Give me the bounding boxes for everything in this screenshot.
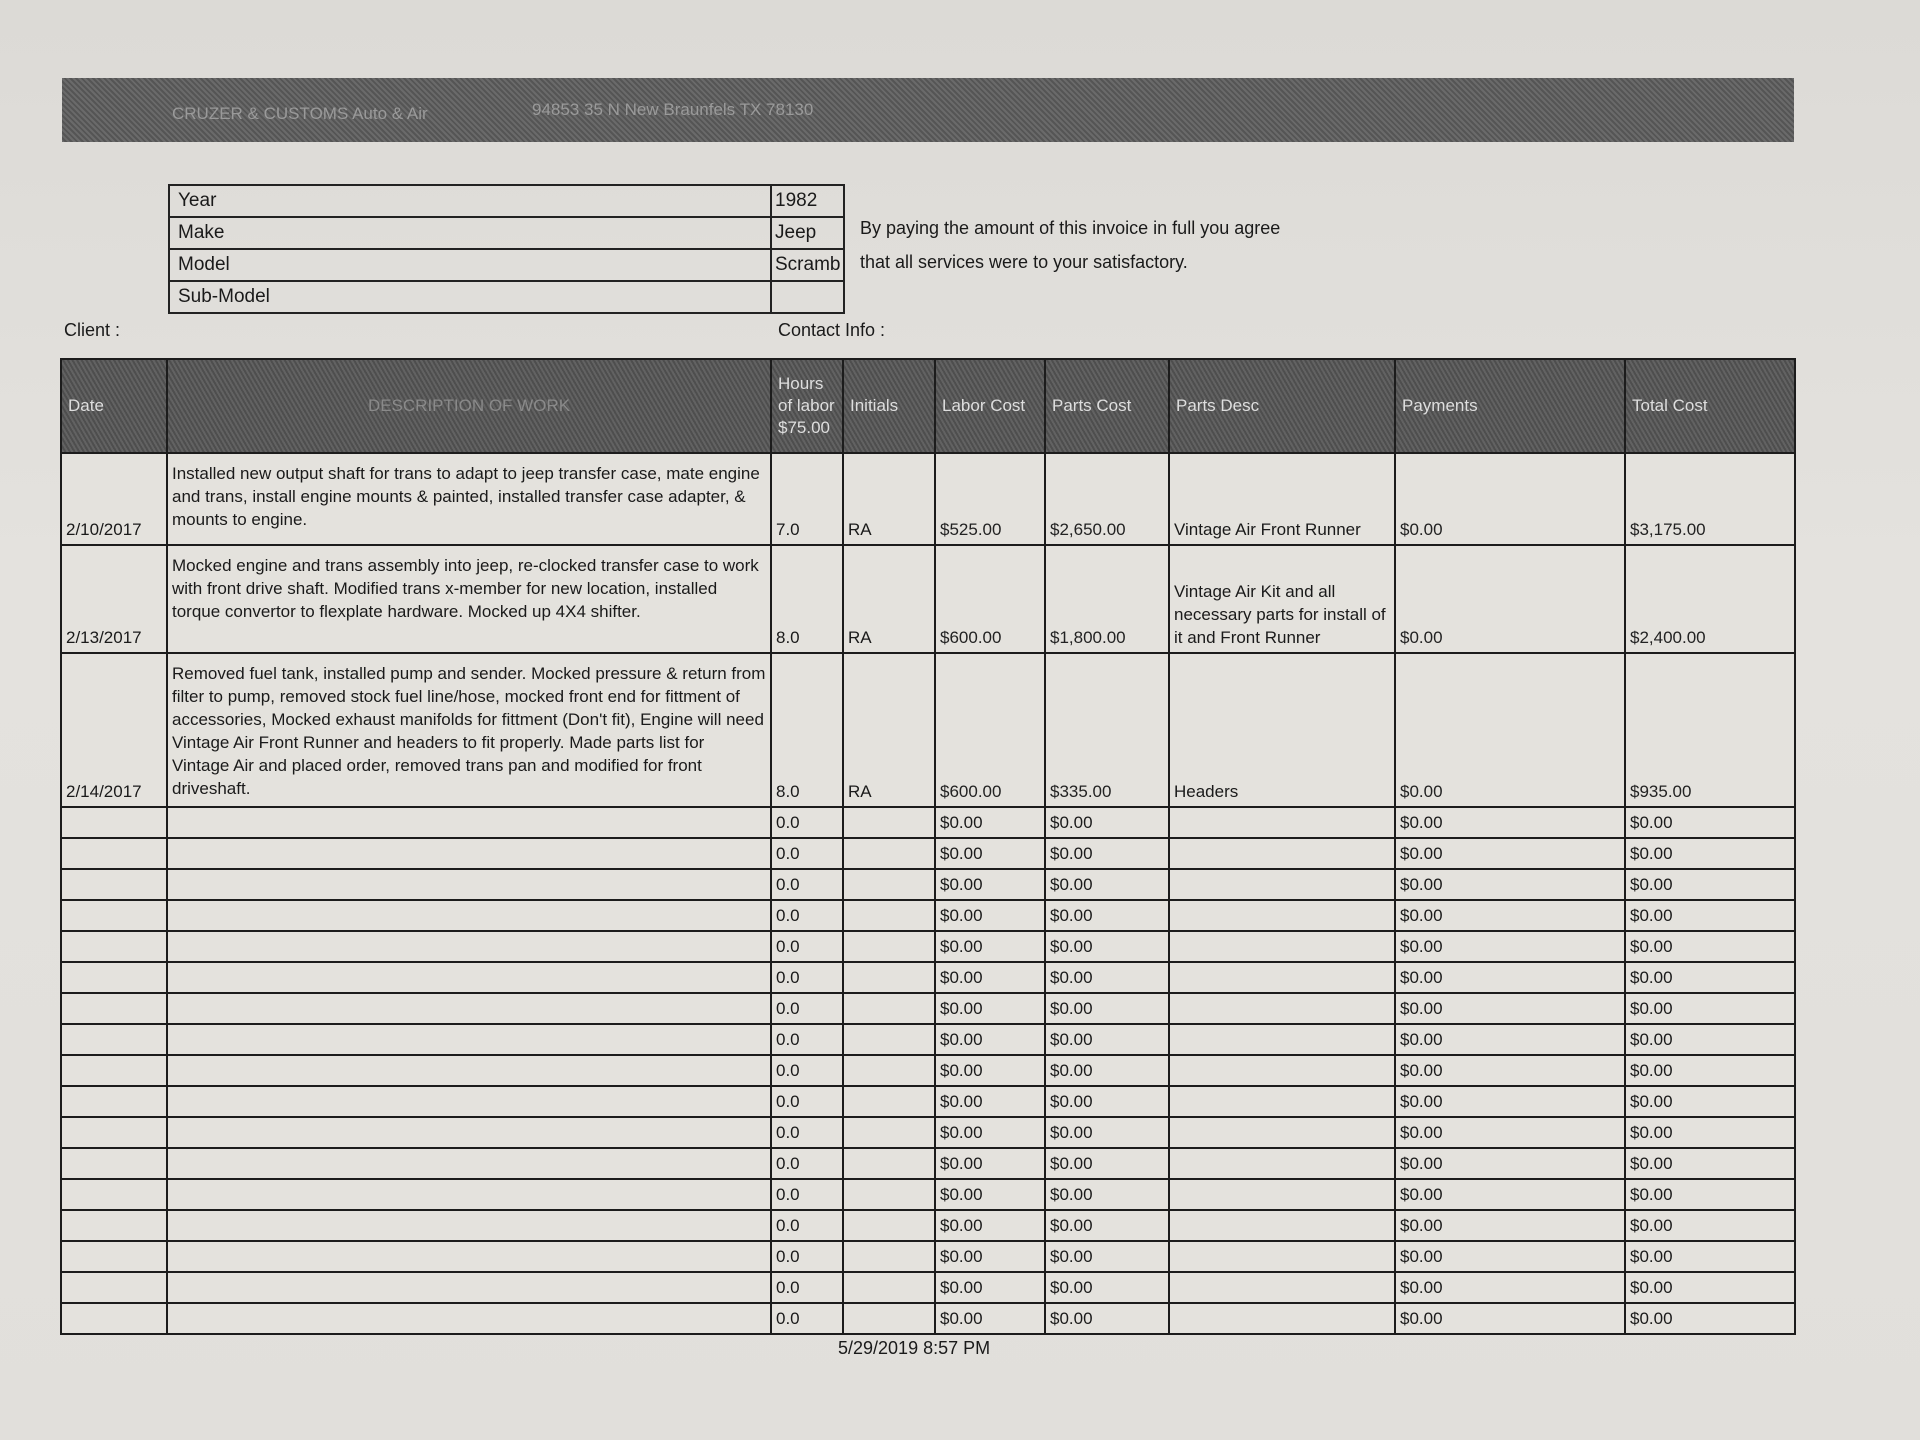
payments-cell: $0.00 bbox=[1395, 1055, 1625, 1086]
parts-desc-cell: Vintage Air Kit and all necessary parts for install of it and Front Runner bbox=[1169, 545, 1395, 653]
parts-desc-cell bbox=[1169, 1086, 1395, 1117]
vehicle-info-table bbox=[168, 184, 845, 314]
shop-name: CRUZER & CUSTOMS Auto & Air bbox=[172, 104, 428, 123]
description-cell bbox=[167, 1210, 771, 1241]
total-cost-cell: $0.00 bbox=[1625, 1086, 1795, 1117]
description-cell bbox=[167, 993, 771, 1024]
parts-cost-cell: $0.00 bbox=[1045, 1117, 1169, 1148]
parts-cost-cell: $0.00 bbox=[1045, 1241, 1169, 1272]
parts-desc-cell bbox=[1169, 1179, 1395, 1210]
hours-cell: 0.0 bbox=[771, 1272, 843, 1303]
date-cell bbox=[61, 838, 167, 869]
total-cost-cell: $0.00 bbox=[1625, 1148, 1795, 1179]
initials-cell bbox=[843, 1210, 935, 1241]
description-cell bbox=[167, 869, 771, 900]
header-row bbox=[61, 359, 1795, 453]
parts-cost-cell: $0.00 bbox=[1045, 1148, 1169, 1179]
vehicle-value: Scramb bbox=[771, 249, 844, 281]
date-cell bbox=[61, 993, 167, 1024]
parts-cost-cell: $335.00 bbox=[1045, 653, 1169, 807]
table-row bbox=[61, 1024, 1795, 1055]
initials-cell bbox=[843, 993, 935, 1024]
parts-cost-cell: $0.00 bbox=[1045, 1055, 1169, 1086]
date-cell bbox=[61, 1024, 167, 1055]
total-cost-cell: $0.00 bbox=[1625, 1210, 1795, 1241]
labor-cost-cell: $0.00 bbox=[935, 1148, 1045, 1179]
table-row bbox=[61, 993, 1795, 1024]
payments-cell: $0.00 bbox=[1395, 900, 1625, 931]
date-cell bbox=[61, 1086, 167, 1117]
labor-cost-cell: $0.00 bbox=[935, 1117, 1045, 1148]
hours-cell: 0.0 bbox=[771, 1148, 843, 1179]
parts-desc-cell: Headers bbox=[1169, 653, 1395, 807]
payments-cell: $0.00 bbox=[1395, 807, 1625, 838]
parts-desc-cell bbox=[1169, 993, 1395, 1024]
vehicle-row bbox=[169, 281, 844, 313]
parts-desc-cell bbox=[1169, 1024, 1395, 1055]
description-cell: Removed fuel tank, installed pump and sender. Mocked pressure & return from filter to pump, removed stock fuel line/hose, mocked front end for fittment of accessories, Mocked exhaust manifolds for fittment (Don't fit), Engine will need Vintage Air Front Runner and headers to fit properly. Made parts list for Vintage Air and placed order, removed trans pan and modified for front driveshaft. bbox=[167, 653, 771, 807]
total-cost-cell: $2,400.00 bbox=[1625, 545, 1795, 653]
agreement-line-1: By paying the amount of this invoice in full you agree bbox=[860, 218, 1281, 238]
initials-cell bbox=[843, 869, 935, 900]
labor-cost-cell: $0.00 bbox=[935, 1241, 1045, 1272]
payments-cell: $0.00 bbox=[1395, 993, 1625, 1024]
initials-cell bbox=[843, 962, 935, 993]
table-row bbox=[61, 962, 1795, 993]
parts-cost-cell: $0.00 bbox=[1045, 900, 1169, 931]
description-cell: Mocked engine and trans assembly into jeep, re-clocked transfer case to work with front drive shaft. Modified trans x-member for new location, installed torque convertor to flexplate hardware. Mocked up 4X4 shifter. bbox=[167, 545, 771, 653]
initials-cell bbox=[843, 900, 935, 931]
date-cell bbox=[61, 931, 167, 962]
hours-cell: 0.0 bbox=[771, 900, 843, 931]
vehicle-value: Jeep bbox=[771, 217, 844, 249]
parts-cost-cell: $1,800.00 bbox=[1045, 545, 1169, 653]
total-cost-cell: $0.00 bbox=[1625, 869, 1795, 900]
parts-cost-cell: $0.00 bbox=[1045, 1179, 1169, 1210]
parts-desc-cell bbox=[1169, 900, 1395, 931]
hours-cell: 0.0 bbox=[771, 1086, 843, 1117]
labor-cost-cell: $0.00 bbox=[935, 1210, 1045, 1241]
hours-cell: 8.0 bbox=[771, 653, 843, 807]
date-cell bbox=[61, 1210, 167, 1241]
description-cell bbox=[167, 807, 771, 838]
parts-desc-header: Parts Desc bbox=[1169, 359, 1395, 453]
table-row bbox=[61, 807, 1795, 838]
shop-banner bbox=[62, 78, 1794, 142]
parts-cost-cell: $0.00 bbox=[1045, 962, 1169, 993]
initials-cell bbox=[843, 1148, 935, 1179]
date-cell bbox=[61, 1055, 167, 1086]
table-row bbox=[61, 453, 1795, 545]
vehicle-value bbox=[771, 281, 844, 313]
parts-cost-cell: $0.00 bbox=[1045, 1024, 1169, 1055]
vehicle-row bbox=[169, 249, 844, 281]
print-timestamp: 5/29/2019 8:57 PM bbox=[838, 1338, 991, 1358]
parts-cost-cell: $0.00 bbox=[1045, 869, 1169, 900]
description-cell bbox=[167, 962, 771, 993]
parts-desc-cell bbox=[1169, 869, 1395, 900]
hours-cell: 0.0 bbox=[771, 807, 843, 838]
total-cost-cell: $0.00 bbox=[1625, 1241, 1795, 1272]
total-cost-header: Total Cost bbox=[1625, 359, 1795, 453]
labor-cost-cell: $600.00 bbox=[935, 653, 1045, 807]
hours-cell: 0.0 bbox=[771, 962, 843, 993]
parts-desc-cell bbox=[1169, 1241, 1395, 1272]
total-cost-cell: $3,175.00 bbox=[1625, 453, 1795, 545]
table-row bbox=[61, 1241, 1795, 1272]
payments-cell: $0.00 bbox=[1395, 545, 1625, 653]
parts-cost-cell: $0.00 bbox=[1045, 1272, 1169, 1303]
total-cost-cell: $0.00 bbox=[1625, 962, 1795, 993]
hours-cell: 0.0 bbox=[771, 838, 843, 869]
labor-cost-cell: $0.00 bbox=[935, 1272, 1045, 1303]
description-header: DESCRIPTION OF WORK bbox=[167, 359, 771, 453]
parts-cost-cell: $0.00 bbox=[1045, 1210, 1169, 1241]
hours-cell: 0.0 bbox=[771, 993, 843, 1024]
parts-cost-cell: $2,650.00 bbox=[1045, 453, 1169, 545]
vehicle-label: Sub-Model bbox=[169, 281, 771, 313]
parts-desc-cell bbox=[1169, 1148, 1395, 1179]
hours-cell: 0.0 bbox=[771, 1055, 843, 1086]
vehicle-label: Model bbox=[169, 249, 771, 281]
total-cost-cell: $0.00 bbox=[1625, 993, 1795, 1024]
hours-cell: 0.0 bbox=[771, 1241, 843, 1272]
hours-header: Hours of labor $75.00 bbox=[771, 359, 843, 453]
labor-cost-cell: $0.00 bbox=[935, 931, 1045, 962]
parts-cost-header: Parts Cost bbox=[1045, 359, 1169, 453]
total-cost-cell: $0.00 bbox=[1625, 1179, 1795, 1210]
date-cell bbox=[61, 807, 167, 838]
date-cell bbox=[61, 900, 167, 931]
parts-cost-cell: $0.00 bbox=[1045, 931, 1169, 962]
description-cell bbox=[167, 838, 771, 869]
description-cell bbox=[167, 1117, 771, 1148]
table-row bbox=[61, 1086, 1795, 1117]
payments-cell: $0.00 bbox=[1395, 1086, 1625, 1117]
hours-cell: 0.0 bbox=[771, 1210, 843, 1241]
parts-desc-cell bbox=[1169, 807, 1395, 838]
parts-desc-cell bbox=[1169, 1210, 1395, 1241]
labor-cost-cell: $0.00 bbox=[935, 900, 1045, 931]
payments-cell: $0.00 bbox=[1395, 1148, 1625, 1179]
total-cost-cell: $0.00 bbox=[1625, 838, 1795, 869]
payments-cell: $0.00 bbox=[1395, 931, 1625, 962]
labor-cost-cell: $0.00 bbox=[935, 1303, 1045, 1334]
parts-desc-cell bbox=[1169, 1117, 1395, 1148]
vehicle-row bbox=[169, 217, 844, 249]
parts-desc-cell: Vintage Air Front Runner bbox=[1169, 453, 1395, 545]
date-cell bbox=[61, 962, 167, 993]
labor-cost-cell: $0.00 bbox=[935, 962, 1045, 993]
initials-cell bbox=[843, 807, 935, 838]
hours-cell: 0.0 bbox=[771, 931, 843, 962]
table-row bbox=[61, 1117, 1795, 1148]
description-cell bbox=[167, 1024, 771, 1055]
payments-header: Payments bbox=[1395, 359, 1625, 453]
hours-cell: 0.0 bbox=[771, 869, 843, 900]
payments-cell: $0.00 bbox=[1395, 1117, 1625, 1148]
initials-cell bbox=[843, 1241, 935, 1272]
total-cost-cell: $0.00 bbox=[1625, 1055, 1795, 1086]
description-cell bbox=[167, 1086, 771, 1117]
initials-cell bbox=[843, 1179, 935, 1210]
date-cell bbox=[61, 869, 167, 900]
date-cell: 2/13/2017 bbox=[61, 545, 167, 653]
labor-cost-header: Labor Cost bbox=[935, 359, 1045, 453]
date-cell bbox=[61, 1117, 167, 1148]
description-cell bbox=[167, 1148, 771, 1179]
labor-cost-cell: $600.00 bbox=[935, 545, 1045, 653]
parts-cost-cell: $0.00 bbox=[1045, 807, 1169, 838]
parts-desc-cell bbox=[1169, 1303, 1395, 1334]
initials-cell bbox=[843, 1117, 935, 1148]
table-row bbox=[61, 869, 1795, 900]
parts-desc-cell bbox=[1169, 838, 1395, 869]
payments-cell: $0.00 bbox=[1395, 1210, 1625, 1241]
initials-cell: RA bbox=[843, 545, 935, 653]
payments-cell: $0.00 bbox=[1395, 653, 1625, 807]
table-row bbox=[61, 900, 1795, 931]
payments-cell: $0.00 bbox=[1395, 1241, 1625, 1272]
labor-cost-cell: $0.00 bbox=[935, 993, 1045, 1024]
payments-cell: $0.00 bbox=[1395, 1272, 1625, 1303]
description-cell bbox=[167, 900, 771, 931]
initials-header: Initials bbox=[843, 359, 935, 453]
payments-cell: $0.00 bbox=[1395, 453, 1625, 545]
table-row bbox=[61, 1272, 1795, 1303]
initials-cell bbox=[843, 1086, 935, 1117]
table-row bbox=[61, 653, 1795, 807]
description-cell bbox=[167, 1179, 771, 1210]
date-cell: 2/14/2017 bbox=[61, 653, 167, 807]
total-cost-cell: $0.00 bbox=[1625, 900, 1795, 931]
labor-cost-cell: $0.00 bbox=[935, 869, 1045, 900]
hours-cell: 0.0 bbox=[771, 1303, 843, 1334]
total-cost-cell: $0.00 bbox=[1625, 1024, 1795, 1055]
initials-cell bbox=[843, 1272, 935, 1303]
table-row bbox=[61, 1179, 1795, 1210]
initials-cell bbox=[843, 931, 935, 962]
work-items-table bbox=[60, 358, 1796, 1335]
shop-address: 94853 35 N New Braunfels TX 78130 bbox=[532, 100, 814, 119]
total-cost-cell: $935.00 bbox=[1625, 653, 1795, 807]
description-cell: Installed new output shaft for trans to adapt to jeep transfer case, mate engine and trans, install engine mounts & painted, installed transfer case adapter, & mounts to engine. bbox=[167, 453, 771, 545]
initials-cell bbox=[843, 1055, 935, 1086]
parts-cost-cell: $0.00 bbox=[1045, 1303, 1169, 1334]
payments-cell: $0.00 bbox=[1395, 1024, 1625, 1055]
initials-cell: RA bbox=[843, 453, 935, 545]
parts-desc-cell bbox=[1169, 931, 1395, 962]
client-label: Client : bbox=[64, 320, 121, 340]
labor-cost-cell: $0.00 bbox=[935, 1179, 1045, 1210]
payments-cell: $0.00 bbox=[1395, 1303, 1625, 1334]
table-row bbox=[61, 1210, 1795, 1241]
initials-cell bbox=[843, 838, 935, 869]
description-cell bbox=[167, 931, 771, 962]
parts-cost-cell: $0.00 bbox=[1045, 838, 1169, 869]
date-cell: 2/10/2017 bbox=[61, 453, 167, 545]
initials-cell bbox=[843, 1303, 935, 1334]
hours-cell: 8.0 bbox=[771, 545, 843, 653]
date-cell bbox=[61, 1272, 167, 1303]
date-header: Date bbox=[61, 359, 167, 453]
vehicle-value: 1982 bbox=[771, 185, 844, 217]
description-cell bbox=[167, 1241, 771, 1272]
date-cell bbox=[61, 1303, 167, 1334]
table-row bbox=[61, 838, 1795, 869]
vehicle-row bbox=[169, 185, 844, 217]
initials-cell: RA bbox=[843, 653, 935, 807]
labor-cost-cell: $0.00 bbox=[935, 1055, 1045, 1086]
hours-cell: 0.0 bbox=[771, 1117, 843, 1148]
parts-desc-cell bbox=[1169, 962, 1395, 993]
date-cell bbox=[61, 1179, 167, 1210]
date-cell bbox=[61, 1148, 167, 1179]
labor-cost-cell: $0.00 bbox=[935, 1086, 1045, 1117]
payments-cell: $0.00 bbox=[1395, 962, 1625, 993]
total-cost-cell: $0.00 bbox=[1625, 1303, 1795, 1334]
date-cell bbox=[61, 1241, 167, 1272]
parts-cost-cell: $0.00 bbox=[1045, 993, 1169, 1024]
agreement-line-2: that all services were to your satisfactory. bbox=[860, 252, 1188, 272]
table-row bbox=[61, 545, 1795, 653]
labor-cost-cell: $0.00 bbox=[935, 838, 1045, 869]
contact-info-label: Contact Info : bbox=[778, 320, 886, 340]
payments-cell: $0.00 bbox=[1395, 869, 1625, 900]
total-cost-cell: $0.00 bbox=[1625, 1117, 1795, 1148]
hours-cell: 0.0 bbox=[771, 1024, 843, 1055]
vehicle-label: Make bbox=[169, 217, 771, 249]
description-cell bbox=[167, 1055, 771, 1086]
hours-cell: 0.0 bbox=[771, 1179, 843, 1210]
table-row bbox=[61, 1303, 1795, 1334]
total-cost-cell: $0.00 bbox=[1625, 807, 1795, 838]
table-row bbox=[61, 1055, 1795, 1086]
parts-cost-cell: $0.00 bbox=[1045, 1086, 1169, 1117]
labor-cost-cell: $0.00 bbox=[935, 807, 1045, 838]
initials-cell bbox=[843, 1024, 935, 1055]
description-cell bbox=[167, 1303, 771, 1334]
total-cost-cell: $0.00 bbox=[1625, 1272, 1795, 1303]
parts-desc-cell bbox=[1169, 1272, 1395, 1303]
table-row bbox=[61, 931, 1795, 962]
description-cell bbox=[167, 1272, 771, 1303]
labor-cost-cell: $525.00 bbox=[935, 453, 1045, 545]
payments-cell: $0.00 bbox=[1395, 838, 1625, 869]
vehicle-label: Year bbox=[169, 185, 771, 217]
hours-cell: 7.0 bbox=[771, 453, 843, 545]
parts-desc-cell bbox=[1169, 1055, 1395, 1086]
table-row bbox=[61, 1148, 1795, 1179]
labor-cost-cell: $0.00 bbox=[935, 1024, 1045, 1055]
total-cost-cell: $0.00 bbox=[1625, 931, 1795, 962]
payments-cell: $0.00 bbox=[1395, 1179, 1625, 1210]
